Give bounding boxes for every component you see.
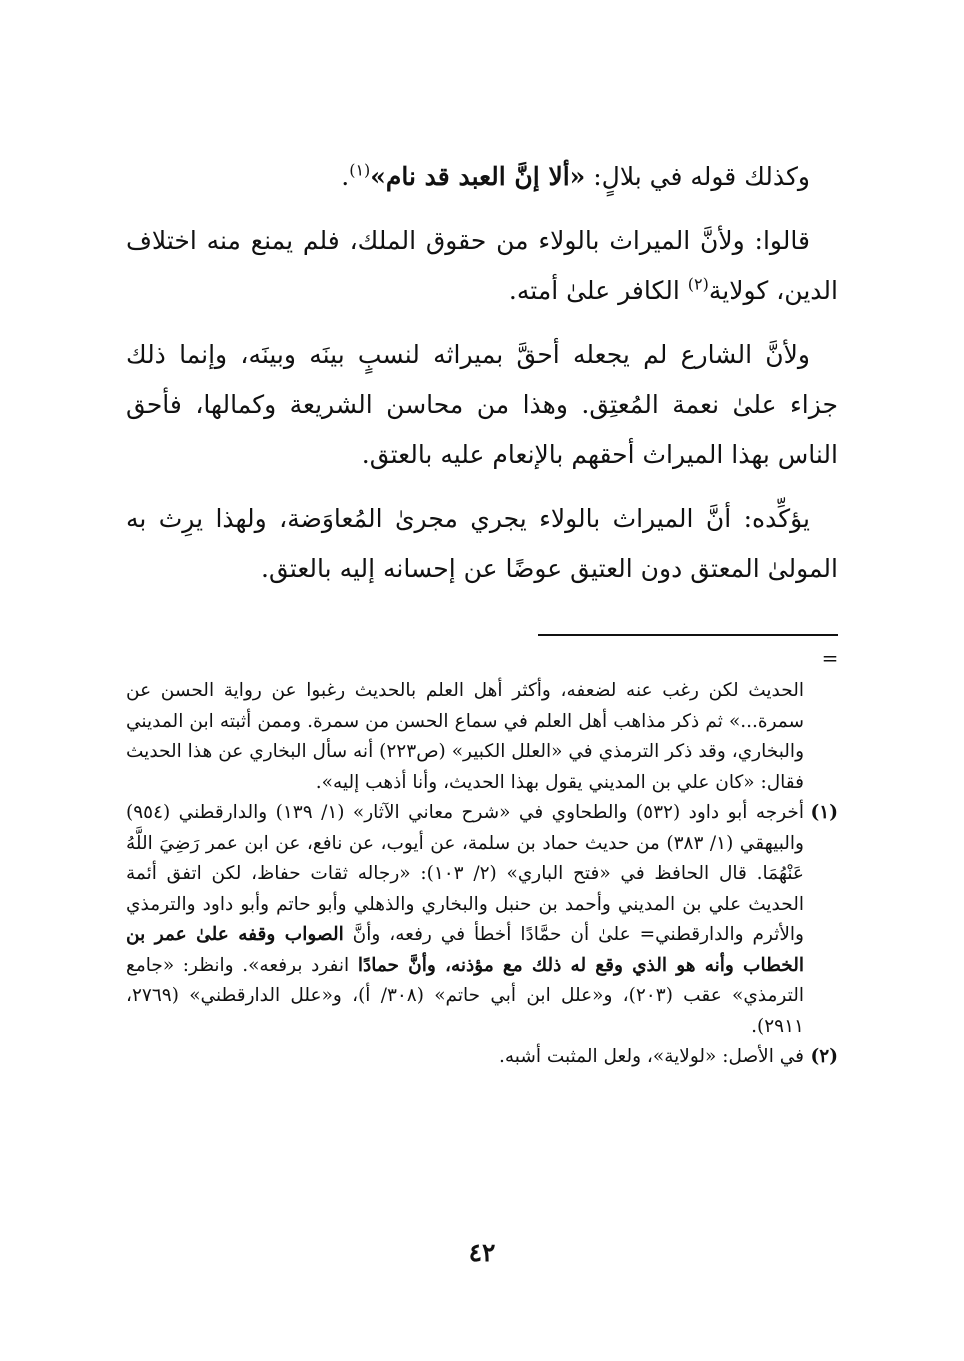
footnote-text: أخرجه أبو داود (٥٣٢) والطحاوي في «شرح معاني الآثار» (١/ ١٣٩) والدارقطني (٩٥٤) والبيهقي (١/ ٣٨٣) من حديث حماد بن سلمة، عن أيوب، عن نافع، عن ابن عمر رَضِيَ اللَّهُ عَنْهُمَا. قال الحافظ في «فتح الباري» (٢/ ١٠٣): «رجاله ثقات حفاظ، لكن اتفق أئمة الحديث علي بن المديني وأحمد بن حنبل والبخاري والذهلي وأبو حاتم وأبو داود والترمذي والأثرم والدارقطني= علىٰ أن حمَّادًا أخطأ في رفعه، وأنَّ	[126, 802, 804, 945]
footnote	[126, 1042, 838, 1073]
footnote	[126, 798, 838, 1042]
page-number: ٤٢	[468, 1238, 496, 1267]
footnote-text: انفرد برفعه». وانظر: «جامع الترمذي» عقب (٢٠٣)، و«علل ابن أبي حاتم» (٣٠٨/ أ)، و«علل الدارقطني» (٢٧٦٩، ٢٩١١).	[126, 954, 804, 1037]
paragraph: يؤكِّده: أنَّ الميراث بالولاء يجري مجرىٰ المُعاوَضة، ولهذا يرِث به المولىٰ المعتق دون العتيق عوضًا عن إحسانه إليه بالعتق.	[126, 504, 838, 583]
footnote-ref: (١)	[349, 160, 371, 180]
paragraph	[126, 152, 838, 202]
paragraph-text: الكافر علىٰ أمته.	[508, 276, 688, 305]
footnote-divider	[538, 634, 838, 636]
footnote-text-bold: الصواب وقفه علىٰ عمر بن الخطاب وأنه هو الذي وقع له ذلك مع مؤذنه، وأنَّ حمادًا	[126, 924, 804, 976]
paragraph	[126, 216, 838, 316]
paragraph-text: قالوا: ولأنَّ الميراث بالولاء من حقوق الملك، فلم يمنع منه اختلاف الدين، كولاية	[126, 226, 838, 305]
footnotes	[126, 676, 838, 1073]
footnote-text: في الأصل: «لولاية»، ولعل المثبت أشبه.	[498, 1046, 804, 1067]
hadith-quote: «ألا إنَّ العبد قد نام»	[370, 162, 586, 191]
footnote-number: (٢)	[810, 1046, 838, 1067]
footnote-continuation-mark: =	[821, 646, 839, 670]
paragraph-text: وكذلك قوله في بلالٍ:	[585, 162, 810, 191]
paragraph: ولأنَّ الشارع لم يجعله أحقَّ بميراثه لنسبٍ بينَه وبينَه، وإنما ذلك جزاء علىٰ نعمة المُعتِق. وهذا من محاسن الشريعة وكمالها، فأحق الناس بهذا الميراث أحقهم بالإنعام عليه بالعتق.	[126, 340, 838, 469]
paragraph-end: .	[341, 162, 350, 191]
footnote-ref: (٢)	[687, 274, 709, 294]
main-text	[126, 152, 838, 608]
footnote-continuation: الحديث لكن رغب عنه لضعفه، وأكثر أهل العلم بالحديث رغبوا عن رواية الحسن عن سمرة...» ثم ذكر مذاهب أهل العلم في سماع الحسن من سمرة. وممن أثبته ابن المديني والبخاري، وقد ذكر الترمذي في «العلل الكبير» (ص٢٢٣) أنه سأل البخاري عن هذا الحديث فقال: «كان علي بن المديني يقول بهذا الحديث، وأنا أذهب إليه».	[126, 680, 804, 793]
footnote-number: (١)	[810, 802, 838, 823]
